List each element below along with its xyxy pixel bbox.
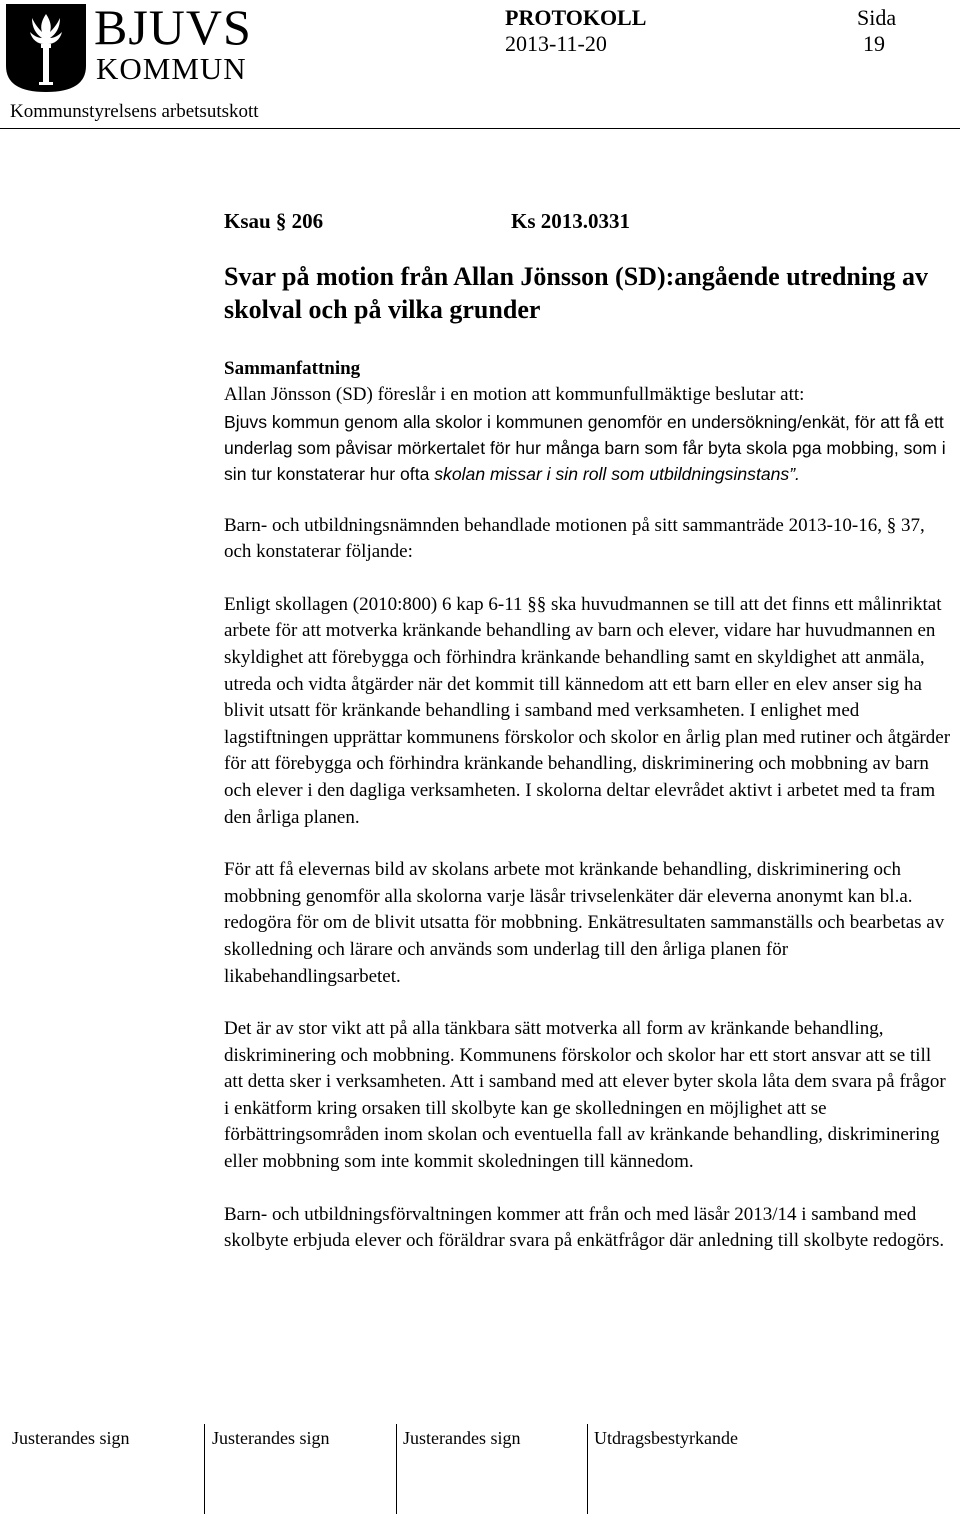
ksau-paragraph-ref: Ksau § 206: [224, 209, 324, 233]
motion-quote: [224, 409, 954, 487]
signature-box-2: [212, 1424, 329, 1514]
signature-box-1: [12, 1424, 129, 1514]
summary-intro: Allan Jönsson (SD) föreslår i en motion att kommunfullmäktige beslutar att:: [224, 384, 805, 405]
signature-divider: [204, 1424, 205, 1514]
document-body: [224, 356, 954, 1281]
document-date: 2013-11-20: [505, 31, 607, 56]
body-paragraph-5: Barn- och utbildningsförvaltningen kommer att från och med läsår 2013/14 i samband med skolbyte erbjuda elever och föräldrar svara på enkätfrågor där anledning till skolbyte redogörs.: [224, 1203, 945, 1252]
document-type: PROTOKOLL: [505, 5, 647, 30]
case-number: Ks 2013.0331: [511, 209, 631, 233]
motion-quote-italic: skolan missar i sin roll som utbildningsinstans”.: [434, 463, 800, 484]
summary-heading: Sammanfattning: [224, 358, 361, 379]
page-title: Svar på motion från Allan Jönsson (SD):angående utredning av skolval och på vilka grunder: [224, 262, 929, 324]
logo-wordmark: BJUVS: [94, 0, 252, 55]
signature-divider: [587, 1424, 588, 1514]
body-paragraph-1: Barn- och utbildningsnämnden behandlade motionen på sitt sammanträde 2013-10-16, § 37, och konstaterar följande:: [224, 514, 925, 563]
body-paragraph-4: Det är av stor vikt att på alla tänkbara sätt motverka all form av kränkande behandling, diskriminering och mobbning. Kommunens förskolor och skolor har ett stort ansvar att se till att detta sker i verksamheten. Att i samband med att elever byter skola låta dem svara på frågor i enkätform kring orsaken till skolbyte kan ge skolledningen en möjlighet att se förbättringsområden inom skolan och eventuella fall av kränkande behandling, diskriminering eller mobbning som inte kommit skoledningen till kännedom.: [224, 1018, 946, 1173]
signature-box-3: [403, 1424, 520, 1514]
organization-name: Kommunstyrelsens arbetsutskott: [10, 101, 259, 122]
logo-subtitle: KOMMUN: [96, 51, 247, 86]
signature-label: Justerandes sign: [212, 1428, 330, 1448]
signature-label: Justerandes sign: [12, 1428, 130, 1448]
body-paragraph-2: Enligt skollagen (2010:800) 6 kap 6-11 §§ ska huvudmannen se till att det finns ett målinriktat arbete för att motverka kränkande behandling av barn och elever, vidare har huvudmannen en skyldighet att förebygga och förhindra kränkande behandling samt en skyldighet att anmäla, utreda och vidta åtgärder när det kommit till kännedom att ett barn eller en elev anser sig ha blivit utsatt för kränkande behandling i samband med verksamheten. I enlighet med lagstiftningen upprättar kommunens förskolor och skolor en årlig plan med rutiner och åtgärder för att förebygga och förhindra kränkande behandling, diskriminering och mobbning av barn och elever i den dagliga verksamheten. I skolorna deltar elevrådet aktivt i arbetet med ta fram den årliga planen.: [224, 593, 951, 828]
extract-certification-box: [594, 1424, 738, 1514]
header-divider: [0, 128, 960, 129]
page-label: Sida: [857, 5, 897, 30]
page-number: 19: [863, 31, 885, 56]
motion-quote-text: Bjuvs kommun genom alla skolor i kommunen genomför en undersökning/enkät, för att få ett underlag som påvisar mörkertalet för hur många barn som får byta skola pga mobbing, som i sin tur konstaterar hur ofta: [224, 411, 946, 484]
municipality-emblem-logo: [6, 4, 86, 92]
signature-label: Justerandes sign: [403, 1428, 521, 1448]
extract-label: Utdragsbestyrkande: [594, 1428, 738, 1448]
body-paragraph-3: För att få elevernas bild av skolans arbete mot kränkande behandling, diskriminering och mobbning genomför alla skolorna varje läsår trivselenkäter där eleverna anonymt kan bl.a. redogöra för om de blivit utsatta för mobbning. Enkätresultaten sammanställs och bearbetas av skolledning och lärare och används som underlag till den årliga planen för likabehandlingsarbetet.: [224, 859, 945, 987]
signature-divider: [396, 1424, 397, 1514]
